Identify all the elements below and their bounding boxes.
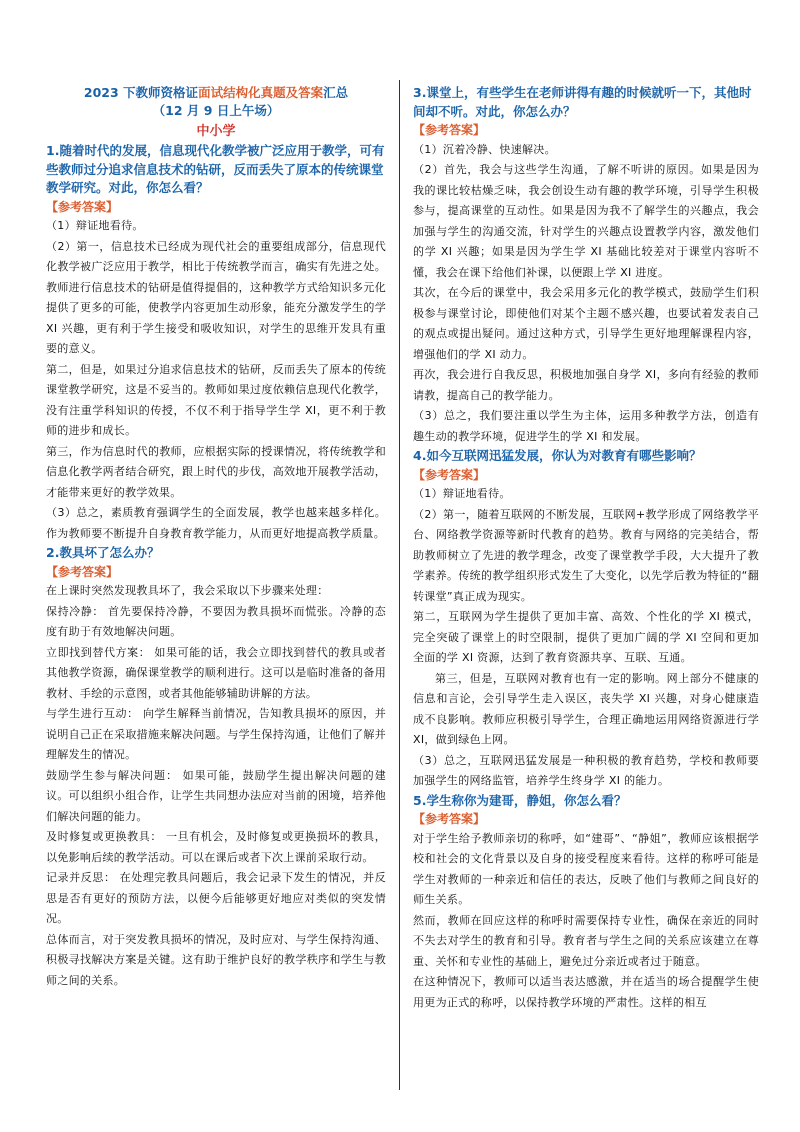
answer-paragraph: （3）总之，我们要注重以学生为主体，运用多种教学方法，创造有趣生动的教学环境，促进学生的学 XI 和发展。 (413, 409, 759, 443)
answer-paragraph: 在上课时突然发现教具坏了，我会采取以下步骤来处理： (46, 584, 329, 597)
answer-paragraph: （2）首先，我会与这些学生沟通，了解不听讲的原因。如果是因为我的课比较枯燥乏味，我会创设生动有趣的教学环境，引导学生积极参与，提高课堂的互动性。如果是因为我不了解学生的兴趣点，我会加强与学生的沟通交流，针对学生的兴趣点设置教学内容，激发他们的学 XI 兴趣；如果是因为学生学 XI 基础比较差对于课堂内容听不懂，我会在课下给他们补课，以便跟上学 XI 进度。 (413, 163, 759, 279)
answer-paragraph: （1）沉着冷静、快速解决。 (413, 142, 556, 156)
answer-paragraph: （3）总之，互联网迅猛发展是一种积极的教育趋势，学校和教师要加强学生的网络监管，培养学生终身学 XI 的能力。 (413, 753, 759, 787)
section-label: 中小学 (196, 124, 236, 139)
answer-paragraph: 及时修复或更换教具： 一旦有机会，及时修复或更换损坏的教具，以免影响后续的教学活动。可以在课后或者下次上课前采取行动。 (46, 830, 386, 864)
title-part: 2023 下教师资格证 (83, 85, 199, 100)
answer-paragraph: 第二，但是，如果过分追求信息技术的钻研，反而丢失了原本的传统课堂教学研究，这是不妥当的。教师如果过度依赖信息现代化教学，没有注重学科知识的传授，不仅不利于指导学生学 XI，更不利于教师的进步和成长。 (46, 362, 386, 437)
question-4: 4.如今互联网迅猛发展，你认为对教育有哪些影响？ (413, 448, 702, 463)
right-column (413, 84, 759, 1013)
answer-paragraph: 第三，但是，互联网对教育也有一定的影响。网上部分不健康的信息和言论，会引导学生走入误区，丧失学 XI 兴趣，对身心健康造成不良影响。教师应积极引导学生，合理正确地运用网络资源进行学 XI，做到绿色上网。 (413, 671, 759, 746)
answer-paragraph: 其次，在今后的课堂中，我会采用多元化的教学模式，鼓励学生们积极参与课堂讨论，即使他们对某个主题不感兴趣，也要试着发表自己的观点或提出疑问。通过这种方式，引导学生更好地理解课程内容，增强他们的学 XI 动力。 (413, 286, 759, 361)
answer-paragraph: 再次，我会进行自我反思，积极地加强自身学 XI，多向有经验的教师请教，提高自己的教学能力。 (413, 368, 759, 402)
reference-answer-label: 【参考答案】 (413, 467, 486, 482)
answer-paragraph: 在这种情况下，教师可以适当表达感激，并在适当的场合提醒学生使用更为正式的称呼，以保持教学环境的严肃性。这样的相互 (413, 975, 759, 1009)
answer-paragraph: 第二，互联网为学生提供了更加丰富、高效、个性化的学 XI 模式，完全突破了课堂上的时空限制，提供了更加广阔的学 XI 空间和更加全面的学 XI 资源，达到了教育资源共享、互联、互通。 (413, 610, 759, 664)
column-divider (399, 80, 400, 1090)
title-highlight: 面试结构化真题及答案 (198, 85, 324, 100)
left-column (46, 84, 386, 991)
answer-paragraph: 对于学生给予教师亲切的称呼，如“建哥”、“静姐”，教师应该根据学校和社会的文化背景以及自身的接受程度来看待。这样的称呼可能是学生对教师的一种亲近和信任的表达，反映了他们与教师之间良好的师生关系。 (413, 831, 759, 906)
reference-answer-label: 【参考答案】 (46, 199, 119, 214)
answer-paragraph: （1）辩证地看待。 (46, 219, 144, 232)
answer-paragraph: 然而，教师在回应这样的称呼时需要保持专业性，确保在亲近的同时不失去对学生的教育和引导。教育者与学生之间的关系应该建立在尊重、关怀和专业性的基础上，避免过分亲近或者过于随意。 (413, 913, 759, 968)
answer-paragraph: （2）第一，信息技术已经成为现代社会的重要组成部分，信息现代化教学被广泛应用于教学，相比于传统教学而言，确实有先进之处。教师进行信息技术的钻研是值得提倡的，这种教学方式给知识多元化提供了更多的可能，使教学内容更加生动形象，能充分激发学生的学 XI 兴趣，更有利于学生接受和吸收知识，对学生的思维开发具有重要的意义。 (46, 239, 386, 355)
question-5: 5.学生称你为建哥，静姐，你怎么看？ (413, 792, 627, 808)
answer-paragraph: 立即找到替代方案： 如果可能的话，我会立即找到替代的教具或者其他教学资源，确保课堂教学的顺利进行。这可以是临时准备的备用教材、手绘的示意图，或者其他能够辅助讲解的方法。 (46, 645, 386, 700)
reference-answer-label: 【参考答案】 (413, 812, 486, 826)
reference-answer-label: 【参考答案】 (413, 123, 486, 137)
question-3: 3.课堂上，有些学生在老师讲得有趣的时候就听一下，其他时间却不听。对此，你怎么办？ (413, 85, 752, 119)
answer-paragraph: 记录并反思： 在处理完教具问题后，我会记录下发生的情况，并反思是否有更好的预防方法，以便今后能够更好地应对类似的突发情况。 (46, 871, 386, 925)
reference-answer-label: 【参考答案】 (46, 564, 119, 579)
answer-paragraph: 总体而言，对于突发教具损坏的情况，及时应对、与学生保持沟通、积极寻找解决方案是关键。这有助于维护良好的教学秩序和学生与教师之间的关系。 (46, 932, 386, 987)
answer-paragraph: （1）辩证地看待。 (413, 487, 511, 500)
title-part-end: 汇总 (323, 85, 349, 100)
answer-paragraph: 第三，作为信息时代的教师，应根据实际的授课情况，将传统教学和信息化教学两者结合研究，跟上时代的步伐，高效地开展教学活动，才能带来更好的教学效果。 (46, 444, 386, 499)
answer-paragraph: （3）总之，素质教育强调学生的全面发展，教学也越来越多样化。作为教师要不断提升自身教育教学能力，从而更好地提高教学质量。 (46, 506, 386, 540)
answer-paragraph: 保持冷静： 首先要保持冷静，不要因为教具损坏而慌张。冷静的态度有助于有效地解决问题。 (46, 604, 386, 638)
answer-paragraph: （2）第一，随着互联网的不断发展，互联网+教学形成了网络教学平台、网络教学资源等新时代教育的趋势。教育与网络的完美结合，帮助教师树立了先进的教学理念，改变了课堂教学手段，大大提升了教学素养。传统的教学组织形式发生了大变化，以先学后教为特征的“翻转课堂”真正成为现实。 (413, 507, 759, 603)
document-subtitle: （12 月 9 日上午场） (152, 103, 280, 118)
question-2: 2.教具坏了怎么办？ (46, 545, 160, 560)
answer-paragraph: 与学生进行互动： 向学生解释当前情况，告知教具损坏的原因，并说明自己正在采取措施来解决问题。与学生保持沟通，让他们了解并理解发生的情况。 (46, 707, 386, 761)
answer-paragraph: 鼓励学生参与解决问题： 如果可能，鼓励学生提出解决问题的建议。可以组织小组合作，让学生共同想办法应对当前的困境，培养他们解决问题的能力。 (46, 768, 386, 823)
question-1: 1.随着时代的发展，信息现代化教学被广泛应用于教学，可有些教师过分追求信息技术的钻研，反而丢失了原本的传统课堂教学研究。对此，你怎么看？ (46, 143, 385, 195)
document-title (46, 84, 386, 102)
